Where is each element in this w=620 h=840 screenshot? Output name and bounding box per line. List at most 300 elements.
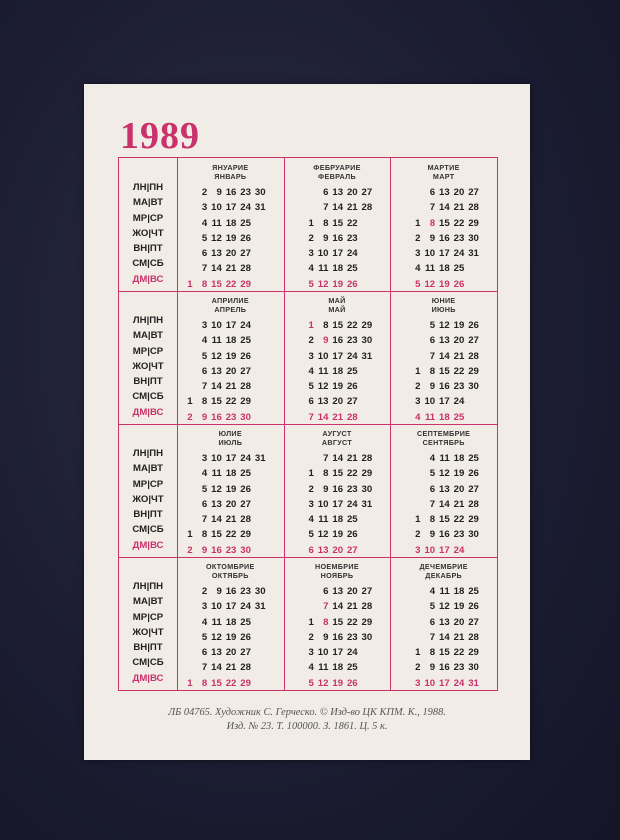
week-row [285,379,390,394]
month-name-moldovan: МАРТИЕ [427,163,460,172]
day-number: 2 [187,411,193,423]
day-number [178,216,193,231]
day-number: 28 [468,498,479,510]
day-number: 27 [240,365,251,377]
day-number: 18 [439,263,450,275]
day-number: 3 [201,453,208,464]
day-number: 21 [453,350,465,362]
day-number: 29 [361,616,373,628]
day-number [358,394,373,409]
week-row [391,379,496,394]
weekday-labels [119,446,177,553]
day-number: 30 [361,631,373,643]
day-number: 1 [308,320,314,331]
day-number: 24 [346,350,358,362]
day-number: 21 [225,662,237,674]
month-name-moldovan: ЮЛИЕ [218,429,242,438]
day-number [464,394,479,409]
day-number: 17 [225,601,237,613]
weekday-label: ЛН|ПН [132,581,164,592]
day-number: 14 [211,381,222,393]
day-number [391,584,406,599]
day-number: 27 [468,616,479,628]
month-name-russian: ОКТЯБРЬ [211,571,249,580]
day-number: 26 [240,350,251,362]
day-number: 20 [346,586,358,597]
day-number: 22 [453,647,465,659]
day-number: 9 [323,232,329,244]
day-number: 25 [240,468,251,480]
weekday-label: МА|ВТ [132,596,164,608]
day-number: 18 [225,217,237,229]
day-number: 13 [317,396,329,408]
day-number: 27 [361,586,373,597]
month-block [391,562,496,691]
day-number: 11 [318,662,329,674]
day-number: 26 [468,320,479,331]
day-number: 25 [468,453,479,464]
week-row [285,512,390,527]
day-number: 9 [323,483,329,495]
day-number: 21 [225,263,237,275]
day-number: 5 [415,278,421,290]
day-number: 7 [429,202,436,214]
week-row [178,645,283,660]
day-number: 19 [453,601,465,613]
day-number [406,482,421,497]
day-number: 1 [415,647,421,659]
day-number: 23 [346,631,358,643]
day-number: 15 [211,677,222,689]
day-number: 18 [453,453,465,464]
month-days [285,451,390,558]
day-number: 20 [225,647,237,659]
day-number: 11 [211,468,222,480]
day-number [406,333,421,348]
day-number: 9 [201,544,208,556]
week-row [285,645,390,660]
day-number: 12 [317,381,329,393]
week-row [391,185,496,200]
day-number: 10 [211,202,222,214]
week-row [285,394,390,409]
weekday-label: МР|СР [132,478,164,490]
day-number: 3 [308,248,314,260]
day-number: 10 [317,647,329,659]
day-number: 2 [415,662,421,674]
day-number: 22 [346,616,358,628]
day-number: 11 [318,514,329,526]
month-name-moldovan: ДЕЧЕМБРИЕ [419,562,468,571]
day-number: 6 [308,544,314,556]
week-row [285,333,390,348]
day-number: 9 [429,381,436,393]
weekday-label: МР|СР [132,212,164,224]
day-number: 27 [240,647,251,659]
weekday-label: ДМ|ВС [132,273,164,285]
day-number [285,599,300,614]
day-number [299,200,314,215]
day-number [178,451,193,466]
day-number: 6 [308,396,314,408]
day-number: 12 [211,350,222,362]
month-days [285,185,390,292]
day-number: 26 [240,483,251,495]
day-number: 6 [323,187,329,198]
month-days [391,451,496,558]
day-number: 1 [308,616,314,628]
day-number: 9 [429,662,436,674]
day-number: 5 [201,232,208,244]
weekday-label: ДМ|ВС [132,672,164,684]
day-number: 11 [318,263,329,275]
day-number: 18 [453,586,465,597]
day-number: 2 [201,586,208,597]
month-name-moldovan: ОКТОМБРИЕ [206,562,255,571]
day-number: 17 [225,453,237,464]
day-number [178,599,193,614]
day-number [285,497,300,512]
day-number [285,318,300,333]
month-block [178,163,283,292]
week-row [178,599,283,614]
day-number: 28 [240,514,251,526]
day-number: 7 [429,631,436,643]
day-number: 24 [240,202,251,214]
month-name-moldovan: ЯНУАРИЕ [212,163,249,172]
day-number: 10 [317,350,329,362]
day-number: 19 [453,468,465,480]
week-row [178,512,283,527]
day-number: 21 [453,498,465,510]
day-number: 26 [240,631,251,643]
day-number [178,185,193,200]
imprint-line-1: ЛБ 04765. Художник С. Герческо. © Изд-во ЦК КПМ. К., 1988. [168,707,446,718]
day-number: 4 [415,411,421,423]
month-name-russian: НОЯБРЬ [320,571,354,580]
day-number [178,246,193,261]
weekday-label: ЖО|ЧТ [132,626,164,638]
day-number: 30 [361,335,373,347]
day-number: 22 [346,217,358,229]
day-number [391,349,406,364]
week-row [178,676,283,691]
day-number: 20 [225,498,237,510]
day-number [251,410,266,425]
day-number [251,482,266,497]
day-number [406,466,421,481]
day-number [285,615,300,630]
week-row [178,349,283,364]
day-number: 10 [317,248,329,260]
weekday-label: ЛН|ПН [132,182,164,193]
day-number: 2 [308,631,314,643]
week-row [285,527,390,542]
day-number: 22 [453,217,465,229]
day-number [406,451,421,466]
day-number [251,333,266,348]
day-number: 18 [225,616,237,628]
day-number [178,261,193,276]
weekday-labels [119,180,177,287]
day-number: 26 [240,232,251,244]
day-number: 1 [415,365,421,377]
day-number: 5 [308,381,314,393]
day-number: 1 [187,396,193,408]
day-number: 30 [468,529,479,541]
day-number: 15 [211,278,222,290]
day-number: 16 [439,662,450,674]
day-number [391,527,406,542]
day-number: 7 [429,498,436,510]
day-number: 22 [453,365,465,377]
day-number: 15 [332,217,344,229]
day-number: 20 [332,544,344,556]
day-number: 1 [308,217,314,229]
day-number [178,512,193,527]
month-block [285,296,390,425]
day-number: 16 [211,411,222,423]
day-number: 13 [439,187,450,198]
week-row [285,349,390,364]
week-row [391,364,496,379]
week-row [391,410,496,425]
imprint-line-2: Изд. № 23. Т. 100000. З. 1861. Ц. 5 к. [226,721,388,732]
day-number [251,676,266,691]
day-number: 28 [346,411,358,423]
day-number [178,333,193,348]
day-number: 8 [323,616,329,628]
day-number: 26 [346,529,358,541]
day-number: 2 [201,187,208,198]
day-number: 11 [318,365,329,377]
day-number: 3 [308,350,314,362]
day-number: 11 [424,263,436,275]
day-number: 20 [453,187,465,198]
weekday-label: МР|СР [132,611,164,623]
week-row [178,482,283,497]
day-number: 1 [187,278,193,290]
day-number: 4 [201,616,208,628]
day-number: 17 [332,647,344,659]
day-number: 8 [201,396,208,408]
day-number [251,466,266,481]
day-number: 10 [317,498,329,510]
month-name-moldovan: МАЙ [328,296,346,305]
day-number: 17 [225,320,237,331]
week-row [178,379,283,394]
day-number: 7 [429,350,436,362]
day-number: 1 [415,217,421,229]
day-number: 21 [225,381,237,393]
day-number [178,318,193,333]
day-number: 23 [346,483,358,495]
day-number: 2 [308,483,314,495]
day-number: 6 [323,586,329,597]
day-number [406,349,421,364]
day-number [391,200,406,215]
day-number: 30 [468,232,479,244]
day-number: 25 [453,263,465,275]
day-number: 19 [439,278,450,290]
day-number: 15 [439,647,450,659]
day-number: 24 [240,320,251,331]
day-number: 24 [346,248,358,260]
day-number: 23 [346,232,358,244]
month-days [391,584,496,691]
week-row [178,660,283,675]
day-number: 6 [429,616,436,628]
month-days [178,584,283,691]
day-number: 12 [317,529,329,541]
day-number: 26 [346,381,358,393]
day-number [391,676,406,691]
week-row [285,543,390,558]
day-number: 7 [201,662,208,674]
day-number: 14 [317,411,329,423]
day-number: 8 [429,514,436,526]
day-number: 25 [240,217,251,229]
day-number: 31 [254,202,266,214]
day-number: 31 [254,453,266,464]
month-block [391,296,496,425]
day-number [251,261,266,276]
day-number: 2 [308,232,314,244]
day-number: 17 [225,202,237,214]
day-number [391,543,406,558]
weekday-label: СМ|СБ [132,391,164,403]
week-row [178,231,283,246]
day-number [358,364,373,379]
day-number [285,451,300,466]
day-number: 15 [211,529,222,541]
week-row [391,349,496,364]
weekday-label: СМ|СБ [132,524,164,536]
day-number [358,660,373,675]
day-number: 17 [439,544,450,556]
day-number: 28 [468,631,479,643]
day-number [285,466,300,481]
day-number: 1 [187,677,193,689]
day-number [251,527,266,542]
week-row [391,333,496,348]
week-row [178,261,283,276]
day-number: 8 [201,278,208,290]
day-number [406,185,421,200]
day-number [251,349,266,364]
day-number: 12 [211,631,222,643]
day-number [464,410,479,425]
day-number: 7 [201,381,208,393]
month-block [391,429,496,558]
month-name-russian: ИЮНЬ [431,305,456,314]
day-number: 30 [254,586,266,597]
day-number [251,318,266,333]
day-number [285,482,300,497]
month-name-russian: СЕНТЯБРЬ [422,438,465,447]
day-number: 14 [332,601,344,613]
day-number: 18 [332,514,344,526]
day-number [285,333,300,348]
day-number: 9 [216,586,222,597]
week-row [285,410,390,425]
day-number [406,599,421,614]
day-number [285,645,300,660]
day-number [358,676,373,691]
day-number [358,645,373,660]
day-number [391,379,406,394]
month-days [178,451,283,558]
day-number: 9 [429,232,436,244]
day-number: 12 [211,232,222,244]
day-number [358,379,373,394]
week-row [178,410,283,425]
day-number: 11 [211,335,222,347]
day-number: 21 [453,631,465,643]
day-number [391,277,406,292]
day-number: 19 [225,483,237,495]
day-number: 14 [211,263,222,275]
day-number: 8 [323,468,329,480]
day-number: 11 [211,616,222,628]
week-row [391,599,496,614]
month-name-russian: МАРТ [432,172,455,181]
month-block [285,163,390,292]
day-number [285,216,300,231]
day-number: 19 [225,350,237,362]
day-number: 29 [468,217,479,229]
weekday-labels [119,313,177,420]
day-number: 6 [429,335,436,347]
day-number [251,277,266,292]
day-number: 28 [240,263,251,275]
week-row [285,451,390,466]
day-number: 20 [346,187,358,198]
week-row [285,261,390,276]
weekday-label: ВН|ПТ [133,243,163,255]
month-days [178,318,283,425]
day-number: 13 [439,335,450,347]
day-number [358,231,373,246]
day-number [251,630,266,645]
day-number [358,410,373,425]
day-number [299,451,314,466]
day-number: 28 [240,381,251,393]
week-row [391,512,496,527]
day-number: 25 [346,662,358,674]
day-number [178,364,193,379]
day-number [406,584,421,599]
day-number: 15 [332,616,344,628]
imprint-footer [84,706,530,734]
day-number [285,379,300,394]
day-number [251,379,266,394]
day-number: 21 [346,601,358,613]
day-number: 8 [429,647,436,659]
day-number [285,185,300,200]
day-number: 12 [424,278,436,290]
day-number: 29 [361,468,373,480]
week-row [178,527,283,542]
day-number: 7 [201,514,208,526]
day-number: 29 [240,396,251,408]
day-number: 19 [332,381,344,393]
week-row [285,466,390,481]
day-number: 16 [332,335,344,347]
weekday-label: ЛН|ПН [132,448,164,459]
month-name-moldovan: АУГУСТ [322,429,352,438]
day-number: 24 [453,544,465,556]
